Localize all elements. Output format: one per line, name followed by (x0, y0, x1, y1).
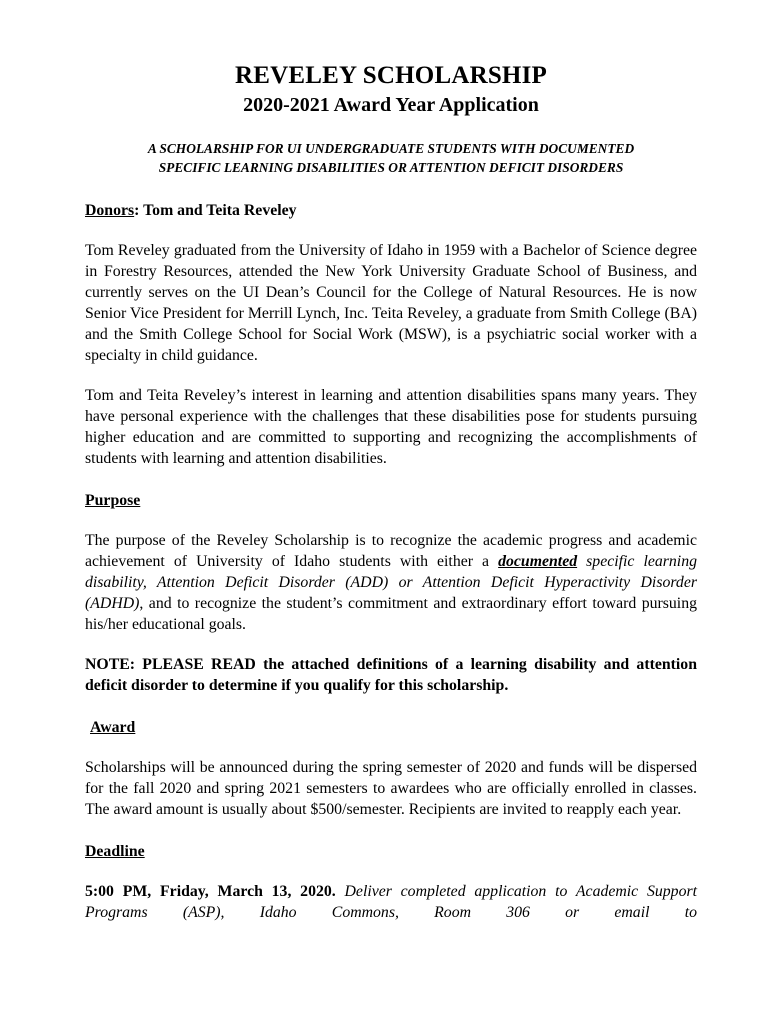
award-heading (85, 718, 697, 738)
document-subtitle: 2020-2021 Award Year Application (243, 94, 539, 116)
deadline-date: 5:00 PM, Friday, March 13, 2020. (85, 883, 336, 900)
award-heading-label: Award (90, 719, 136, 736)
purpose-heading (85, 491, 697, 511)
purpose-text-start: The purpose of the Reveley Scholarship is to recognize the academic progress and academic achievement of University of Idaho students with either a (85, 532, 697, 570)
scholarship-tagline (85, 139, 697, 177)
tagline-line-1: A SCHOLARSHIP FOR UI UNDERGRADUATE STUDENTS WITH DOCUMENTED (147, 141, 635, 156)
donors-interest-paragraph: Tom and Teita Reveley’s interest in learning and attention disabilities spans many years. They have personal experience with the challenges that these disabilities pose for students pursuing higher education and are committed to supporting and recognizing the accomplishments of students with learning and attention disabilities. (85, 387, 697, 467)
purpose-paragraph (85, 530, 697, 635)
purpose-italic-text: specific learning disability, Attention Deficit Disorder (ADD) or Attention Deficit Hyperactivity Disorder (ADHD) (85, 553, 697, 612)
donors-heading (85, 201, 697, 221)
donors-bio-paragraph: Tom Reveley graduated from the University of Idaho in 1959 with a Bachelor of Science degree in Forestry Resources, attended the New York University Graduate School of Business, and currently serves on the UI Dean’s Council for the College of Natural Resources. He is now Senior Vice President for Merrill Lynch, Inc. Teita Reveley, a graduate from Smith College (BA) and the Smith College School for Social Work (MSW), is a psychiatric social worker with a specialty in child guidance. (85, 242, 697, 364)
tagline-line-2: SPECIFIC LEARNING DISABILITIES OR ATTENTION DEFICIT DISORDERS (158, 160, 624, 175)
note-paragraph: NOTE: PLEASE READ the attached definitions of a learning disability and attention deficit disorder to determine if you qualify for this scholarship. (85, 656, 697, 694)
document-title: REVELEY SCHOLARSHIP (235, 62, 547, 89)
award-paragraph: Scholarships will be announced during the spring semester of 2020 and funds will be dispersed for the fall 2020 and spring 2021 semesters to awardees who are officially enrolled in classes. The award amount is usually about $500/semester. Recipients are invited to reapply each year. (85, 759, 697, 818)
deadline-heading (85, 842, 697, 862)
document-page (85, 60, 697, 923)
deadline-heading-label: Deadline (85, 843, 145, 860)
donors-names: : Tom and Teita Reveley (134, 202, 297, 219)
purpose-text-end: , and to recognize the student’s commitment and extraordinary effort toward pursuing his/her educational goals. (85, 595, 697, 633)
deadline-paragraph (85, 881, 697, 923)
deadline-instruction: Deliver completed application to Academic Support Programs (ASP), Idaho Commons, Room 306 or email to (85, 883, 697, 921)
donors-label: Donors (85, 202, 135, 219)
documented-link[interactable]: documented (498, 553, 578, 570)
purpose-heading-label: Purpose (85, 492, 141, 509)
